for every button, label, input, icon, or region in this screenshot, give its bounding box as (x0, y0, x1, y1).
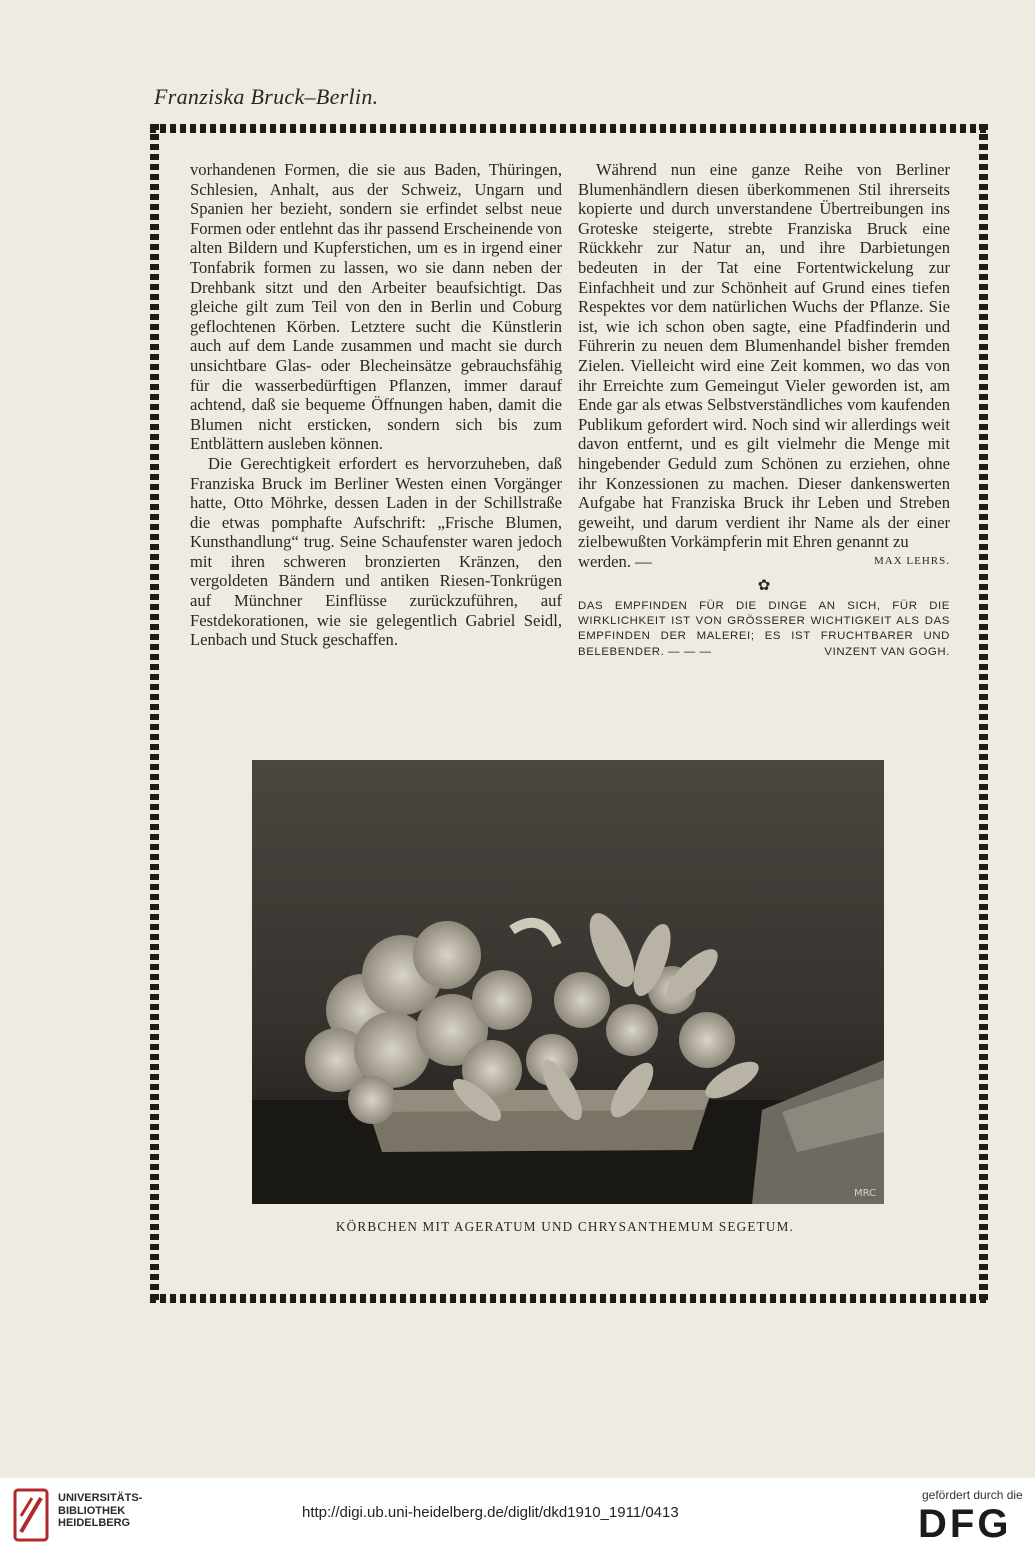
quote-author: VINZENT VAN GOGH. (824, 645, 950, 658)
running-head: Franziska Bruck–Berlin. (154, 84, 379, 109)
library-line: UNIVERSITÄTS- (58, 1492, 143, 1504)
signature-line (578, 552, 950, 572)
left-column (190, 160, 562, 650)
ornament-icon: ✿ (757, 578, 771, 595)
library-name (58, 1492, 142, 1530)
flower-basket-photo (252, 760, 884, 1204)
figure-caption: KÖRBCHEN MIT AGERATUM UND CHRYSANTHEMUM SEGETUM. (335, 1219, 795, 1234)
photo-monogram: MRC (854, 1188, 877, 1199)
dfg-logo: DFG (918, 1502, 1012, 1546)
paragraph: Während nun eine ganze Reihe von Berliner Blumenhändlern diesen überkommenen Stil ihrerseits kopierte und durch unverstandene Übertreibungen ins Groteske steigerte, strebte Franziska Bruck eine Rückkehr zur Natur an, und ihre Darbietungen bedeuten in der Tat eine Fortentwickelung zur Einfachheit und zur Schönheit auf Grund eines tiefen Respektes vor dem natürlichen Wuchs der Pflanze. Sie ist, wie ich schon oben sagte, eine Pfadfinderin und Führerin zu neuen dem Blumenhandel bisher fremden Zielen. Vielleicht wird eine Zeit kommen, wo das von ihr Erreichte zum Gemeingut Vieler geworden ist, am Ende gar als etwas Selbstverständliches vom kaufenden Publikum gefordert wird. Noch sind wir allerdings weit davon entfernt, und es gilt vielmehr die Menge mit hingebender Geduld zum Schönen zu erziehen, ohne ihr Konzessionen zu machen. Dieser dankenswerten Aufgabe hat Franziska Bruck ihr Leben und Streben geweiht, und darum verdient ihr Name als der einer zielbewußten Vorkämpferin mit Ehren genannt zu (578, 160, 950, 552)
paragraph: vorhandenen Formen, die sie aus Baden, Thüringen, Schlesien, Anhalt, aus der Schweiz, Ungarn und Spanien her bezieht, sondern sie erfindet selbst neue Formen oder entlehnt das ihr passend Erscheinende von alten Bildern und Kupferstichen, um es in irgend einer Tonfabrik formen zu lassen, wo sie dann neben der Drehbank sitzt und den Arbeiter beaufsichtigt. Das gleiche gilt zum Teil von den in Berlin und Coburg geflochtenen Körben. Letztere sucht die Künstlerin auch auf dem Lande zusammen und macht sie durch unsichtbare Glas- oder Blecheinsätze gebrauchsfähig für die wasserbedürftigen Pflanzen, immer darauf achtend, daß sie bequeme Öffnungen haben, damit die Blumen nicht ersticken, sondern sich bis zum Entblättern ausleben können. (190, 160, 562, 454)
decorative-border-left (150, 124, 159, 1303)
funded-by-label: gefördert durch die (922, 1488, 1023, 1502)
library-line: BIBLIOTHEK (58, 1504, 126, 1517)
decorative-border-top (150, 124, 988, 133)
quote (578, 599, 950, 660)
closing-text: werden. — (578, 551, 652, 571)
paragraph: Die Gerechtigkeit erfordert es hervorzuheben, daß Franziska Bruck im Berliner Westen einen Vorgänger hatte, Otto Möhrke, dessen Laden in der Schillstraße die etwas pomphafte Aufschrift: „Frische Blumen, Kunsthandlung“ trug. Seine Schaufenster waren jedoch mit ihren schweren bronzierten Kränzen, den vergoldeten Bändern und antiken Riesen-Tonkrügen auf Münchner Einflüsse zurückzuführen, auf Festdekorationen, wie sie gelegentlich Gabriel Seidl, Lenbach und Stuck geschaffen. (190, 453, 562, 650)
quote-text: DAS EMPFINDEN FÜR DIE DINGE AN SICH, FÜR DIE WIRKLICHKEIT IST VON GRÖSSERER WICHTIGKEIT ALS DAS EMPFINDEN DER MALEREI; ES IST FRUCHTBARER UND BELEBENDER. — — — (578, 600, 950, 658)
decorative-border-right (979, 124, 988, 1303)
university-seal-icon (12, 1486, 50, 1544)
right-column (578, 160, 950, 660)
decorative-border-bottom (150, 1294, 988, 1303)
article-author: MAX LEHRS. (873, 554, 950, 567)
library-line: HEIDELBERG (58, 1517, 131, 1529)
footer-bar (0, 1478, 1035, 1552)
permalink[interactable]: http://digi.ub.uni-heidelberg.de/diglit/dkd1910_1911/0413 (302, 1504, 679, 1521)
